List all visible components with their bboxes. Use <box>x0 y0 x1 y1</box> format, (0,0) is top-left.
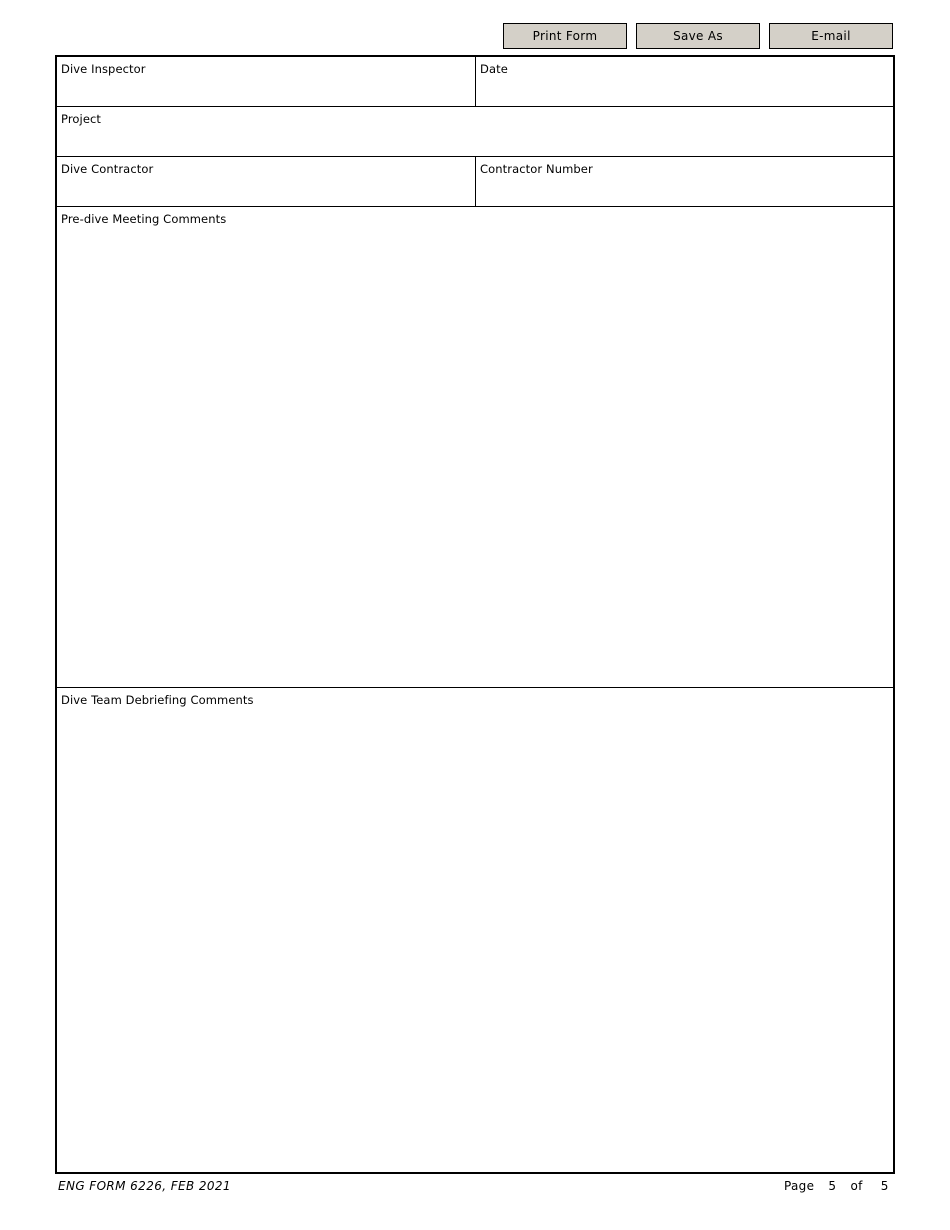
dive-inspector-label: Dive Inspector <box>61 62 146 76</box>
contractor-number-field[interactable] <box>480 179 889 202</box>
dive-contractor-cell <box>57 157 475 206</box>
page-indicator <box>784 1179 889 1193</box>
contractor-number-label: Contractor Number <box>480 162 593 176</box>
date-label: Date <box>480 62 508 76</box>
date-cell <box>476 57 893 106</box>
project-cell <box>57 107 893 156</box>
dive-contractor-field[interactable] <box>61 179 471 202</box>
dive-inspection-form <box>55 55 895 1174</box>
page-total: 5 <box>880 1179 889 1193</box>
dive-inspector-field[interactable] <box>61 79 471 102</box>
debriefing-comments-label: Dive Team Debriefing Comments <box>61 693 254 707</box>
dive-inspector-cell <box>57 57 475 106</box>
project-field[interactable] <box>61 129 889 152</box>
print-form-button[interactable]: Print Form <box>503 23 627 49</box>
email-button[interactable]: E-mail <box>769 23 893 49</box>
form-identifier: ENG FORM 6226, FEB 2021 <box>58 1179 231 1193</box>
page-number: 5 <box>828 1179 837 1193</box>
page-label: Page <box>784 1179 815 1193</box>
debriefing-comments-cell <box>57 688 893 1172</box>
predive-comments-cell <box>57 207 893 687</box>
debriefing-comments-field[interactable] <box>61 710 889 1168</box>
contractor-number-cell <box>476 157 893 206</box>
dive-contractor-label: Dive Contractor <box>61 162 154 176</box>
save-as-button[interactable]: Save As <box>636 23 760 49</box>
predive-comments-field[interactable] <box>61 229 889 683</box>
page-of-label: of <box>850 1179 863 1193</box>
project-label: Project <box>61 112 102 126</box>
predive-comments-label: Pre-dive Meeting Comments <box>61 212 227 226</box>
date-field[interactable] <box>480 79 889 102</box>
